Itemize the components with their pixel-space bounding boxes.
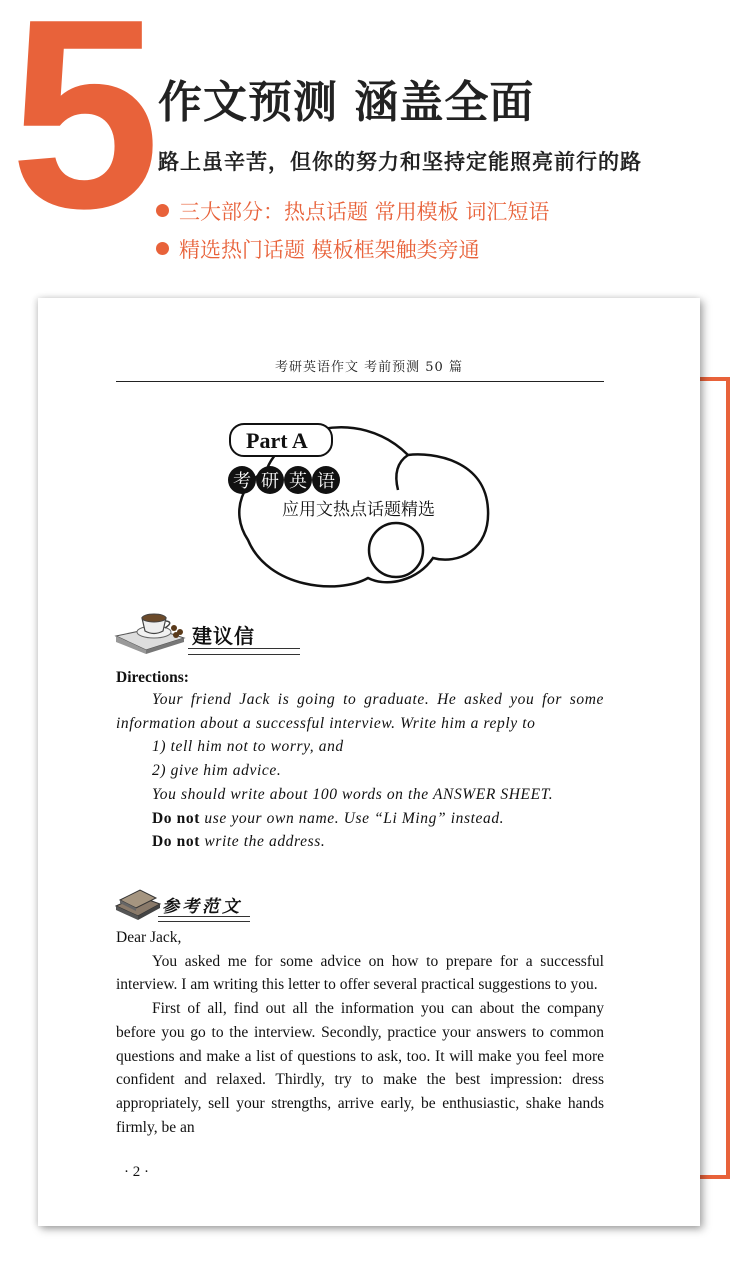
letter-salutation: Dear Jack, — [116, 929, 182, 946]
directions-body — [116, 688, 604, 854]
part-subtitle: 应用文热点话题精选 — [282, 500, 435, 520]
part-label: Part A — [246, 428, 308, 453]
note-text: write the address. — [199, 833, 326, 851]
teacup-book-icon — [114, 606, 190, 656]
directions-word-count: You should write about 100 words on the ANSWER SHEET. — [152, 785, 554, 803]
page-number: · 2 · — [124, 1164, 149, 1180]
directions-item: 2) give him advice. — [152, 762, 282, 780]
bullet-text: 三大部分：热点话题 常用模板 词汇短语 — [179, 200, 550, 224]
bullet-text: 精选热门话题 模板框架触类旁通 — [179, 238, 480, 262]
directions-label: Directions: — [116, 669, 189, 686]
directions-note — [116, 830, 604, 854]
orange-bracket-decoration — [698, 377, 730, 1179]
letter-paragraph: First of all, find out all the information you can about the company before you go to the interview. Secondly, practice your answers to common questions and make a list of questions to ask, too. It will make you feel more confident and relaxed. Thirdly, try to make the best impression: dress appropriately, sell your strengths, arrive early, be enthusiastic, shake hands firmly, be an — [116, 1000, 604, 1136]
reference-title: 参考范文 — [162, 897, 242, 917]
header-rule — [116, 381, 604, 382]
directions-paragraph: Your friend Jack is going to graduate. He asked you for some information about a successful interview. Write him a reply to — [116, 691, 604, 732]
bullet-dot-icon — [156, 204, 169, 217]
bullet-dot-icon — [156, 242, 169, 255]
reference-underline — [158, 921, 250, 922]
section-number: 5 — [10, 0, 157, 265]
bold-text: Do not — [152, 809, 200, 827]
part-char: 研 — [261, 471, 279, 492]
part-char: 语 — [317, 471, 335, 492]
part-a-cloud-emblem — [218, 410, 518, 600]
section-underline — [188, 648, 300, 649]
feature-bullet-2 — [156, 234, 480, 264]
part-char: 英 — [289, 471, 307, 492]
small-circle — [369, 523, 423, 577]
book-page — [38, 298, 700, 1226]
page-title: 作文预测 涵盖全面 — [158, 77, 535, 128]
bold-text: Do not — [152, 833, 200, 851]
page-subtitle: 路上虽辛苦，但你的努力和坚持定能照亮前行的路 — [158, 149, 642, 174]
note-text: use your own name. Use “Li Ming” instead. — [199, 809, 505, 827]
feature-bullet-1 — [156, 196, 549, 226]
reference-underline — [158, 916, 250, 917]
letter-paragraph: You asked me for some advice on how to prepare for a successful interview. I am writing this letter to offer several practical suggestions to you. — [116, 952, 604, 994]
sample-letter — [116, 926, 604, 1139]
section-title: 建议信 — [192, 624, 255, 648]
running-head: 考研英语作文 考前预测 50 篇 — [275, 360, 463, 375]
part-char: 考 — [233, 471, 251, 492]
book-stack-icon — [114, 886, 162, 920]
section-underline — [188, 654, 300, 655]
directions-note — [116, 807, 604, 831]
directions-item: 1) tell him not to worry, and — [152, 738, 344, 756]
